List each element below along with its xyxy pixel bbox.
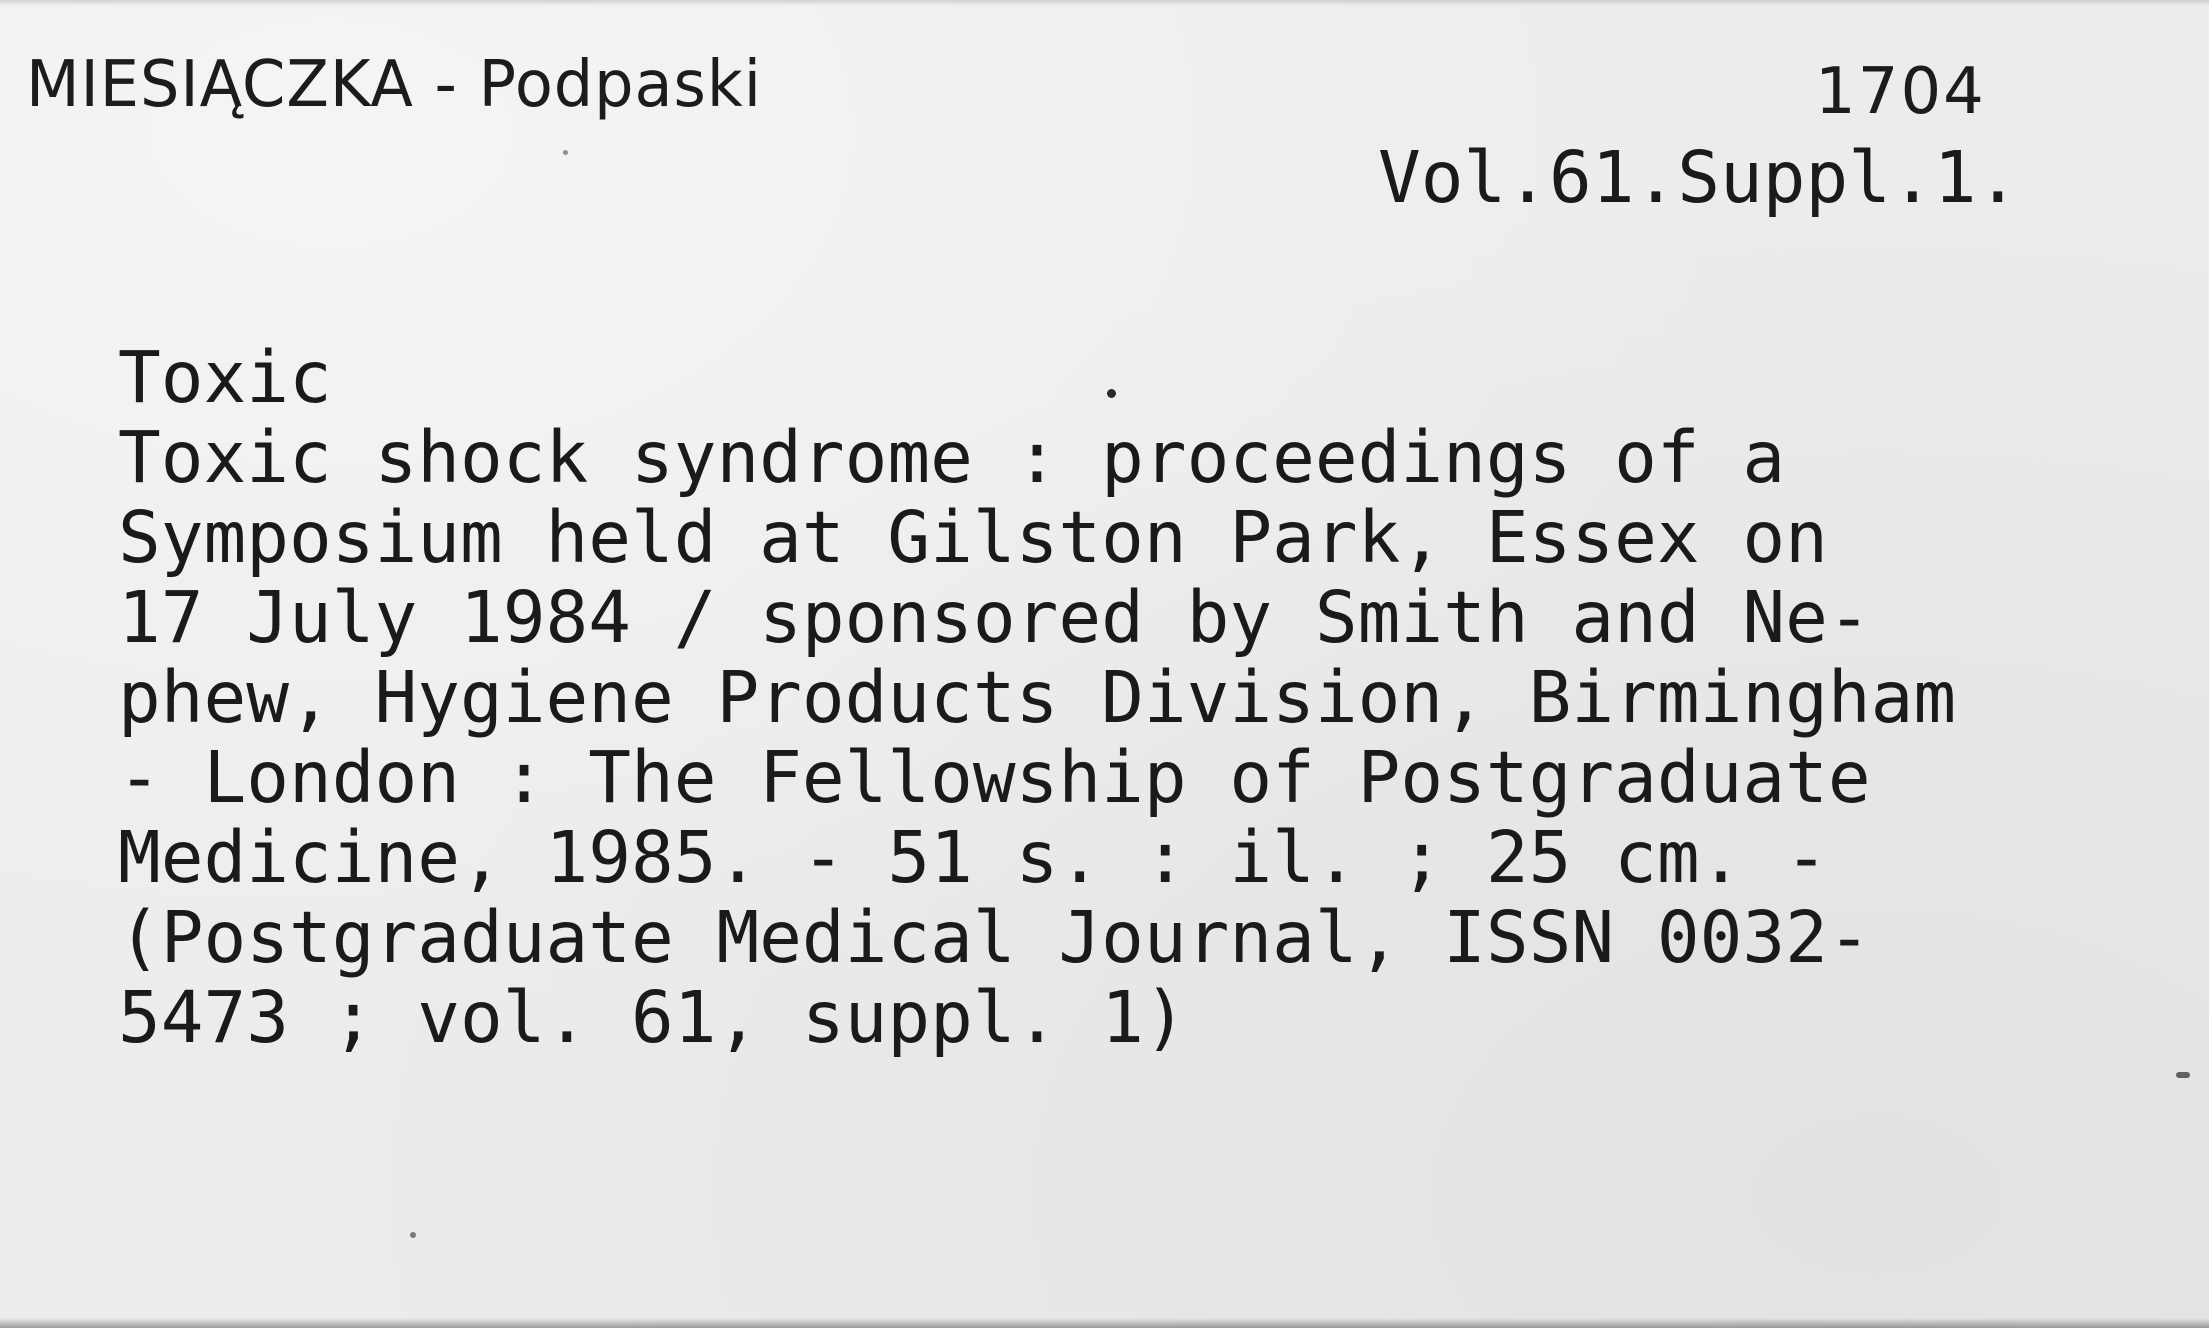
entry-line: (Postgraduate Medical Journal, ISSN 0032- bbox=[118, 896, 1871, 979]
entry-line: 17 July 1984 / sponsored by Smith and Ne- bbox=[118, 576, 1871, 659]
card-bottom-edge bbox=[0, 1318, 2209, 1328]
entry-line: phew, Hygiene Products Division, Birmingham bbox=[118, 656, 1957, 739]
entry-line: Toxic shock syndrome : proceedings of a bbox=[118, 416, 1786, 499]
entry-line: Medicine, 1985. - 51 s. : il. ; 25 cm. - bbox=[118, 816, 1828, 899]
card-top-edge bbox=[0, 0, 2209, 6]
entry-line: Toxic bbox=[118, 336, 332, 419]
subject-heading: MIESIĄCZKA - Podpaski bbox=[26, 48, 762, 122]
ink-speck bbox=[563, 150, 568, 155]
ink-speck bbox=[1107, 389, 1116, 398]
ink-speck bbox=[410, 1232, 416, 1238]
entry-line: Symposium held at Gilston Park, Essex on bbox=[118, 496, 1828, 579]
bibliographic-entry bbox=[118, 338, 2203, 1058]
volume-designation: Vol.61.Suppl.1. bbox=[1378, 136, 2020, 219]
entry-line: 5473 ; vol. 61, suppl. 1) bbox=[118, 976, 1187, 1059]
ink-speck bbox=[2176, 1072, 2190, 1078]
entry-line: - London : The Fellowship of Postgraduate bbox=[118, 736, 1871, 819]
shelf-number: 1704 bbox=[1815, 55, 1986, 129]
